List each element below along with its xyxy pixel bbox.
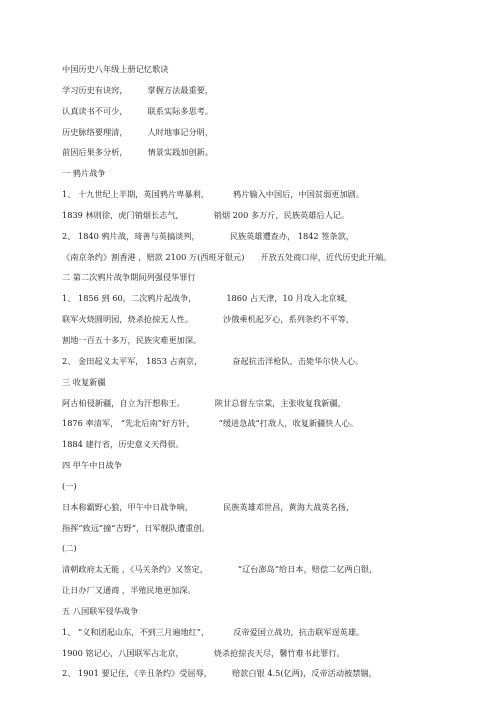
- verse-line: 1、 “义和团起山东，不到三月遍地红”， 反帝爱国立战功，抗击联军逞英雄。: [62, 626, 365, 637]
- verse-line: 1884 建行省，历史意义天得很。: [62, 439, 184, 450]
- section-heading: 一 鸦片战争: [62, 168, 106, 179]
- verse-line: 联军火烧圆明园，烧杀抢掠无人性。 沙俄乘机起歹心，系列条约不平等，: [62, 314, 355, 325]
- intro-line: 前因后果多分析， 情景实践加创新。: [62, 147, 214, 158]
- subsection-marker: (一): [62, 480, 77, 491]
- document-title: 中国历史八年级上册记忆歌诀: [62, 64, 169, 74]
- section-heading: 四 甲午中日战争: [62, 460, 122, 471]
- verse-line: 1900 铭记心，八国联军占北京， 烧杀抢掠丧天尽，馨竹难书此罪行。: [62, 647, 345, 658]
- document-body: [62, 59, 482, 684]
- verse-line: 日本称霸野心狼，甲午中日战争响， 民族英雄邓世昌，黄海大战英名扬，: [62, 501, 355, 512]
- section-heading: 二 第二次鸦片战争期间列强侵华罪行: [62, 272, 196, 283]
- verse-line: 指挥“致远”撞“吉野”，日军舰队遭重创。: [62, 522, 210, 533]
- verse-line: 割地一百五十多万，民族灾难更加深。: [62, 334, 202, 345]
- verse-line: 《南京条约》割香港 ，赔款 2100 万(西班牙银元) 开放五处商口岸，近代历史此开端。: [62, 251, 392, 262]
- intro-line: 认真读书不可少， 联系实际多思考。: [62, 105, 214, 116]
- verse-line: 1839 林则徐，虎门销烟长志气， 销烟 200 多万斤，民族英雄后人记。: [62, 209, 350, 220]
- verse-line: 2、 1840 鸦片战，琦善与英搞谈判， 民族英雄遭查办， 1842 签条款，: [62, 230, 354, 241]
- verse-line: 2、 金田起义太平军， 1853 占南京， 奋起抗击洋枪队，击毙华尔快人心。: [62, 355, 364, 366]
- verse-line: 1、 1856 到 60，二次鸦片起战争， 1860 占天津，10 月攻入北京城，: [62, 293, 353, 304]
- section-heading: 三 收复新疆: [62, 376, 106, 387]
- verse-line: 2、 1901 要记住，《辛丑条约》受屈辱， 赔款白银 4.5(亿两)，反帝活动被禁锢，: [62, 668, 377, 679]
- verse-line: 清朝政府太无能 ，《马关条约》又签定， “辽台澎岛”给日本，赔偿二亿两白银，: [62, 564, 378, 575]
- verse-line: 阿古柏侵新疆，自立为汗想称王。 陕甘总督左宗棠，主张收复我新疆，: [62, 397, 346, 408]
- section-heading: 五 八国联军侵华战争: [62, 605, 139, 616]
- verse-line: 1、 十九世纪上半期，英国鸦片卑暴利， 鸦片输入中国后，中国贫弱更加剧。: [62, 189, 365, 200]
- verse-line: 让日办厂又通商 ，半殖民地更加深。: [62, 585, 196, 596]
- intro-line: 历史脉络要理清， 人时地事记分明，: [62, 126, 214, 137]
- subsection-marker: (二): [62, 543, 77, 554]
- intro-line: 学习历史有诀窍， 掌握方法最重要，: [62, 84, 214, 95]
- verse-line: 1876 率清军， “先北后南”好方针， “缓进急战”打敌人，收复新疆快人心。: [62, 418, 359, 429]
